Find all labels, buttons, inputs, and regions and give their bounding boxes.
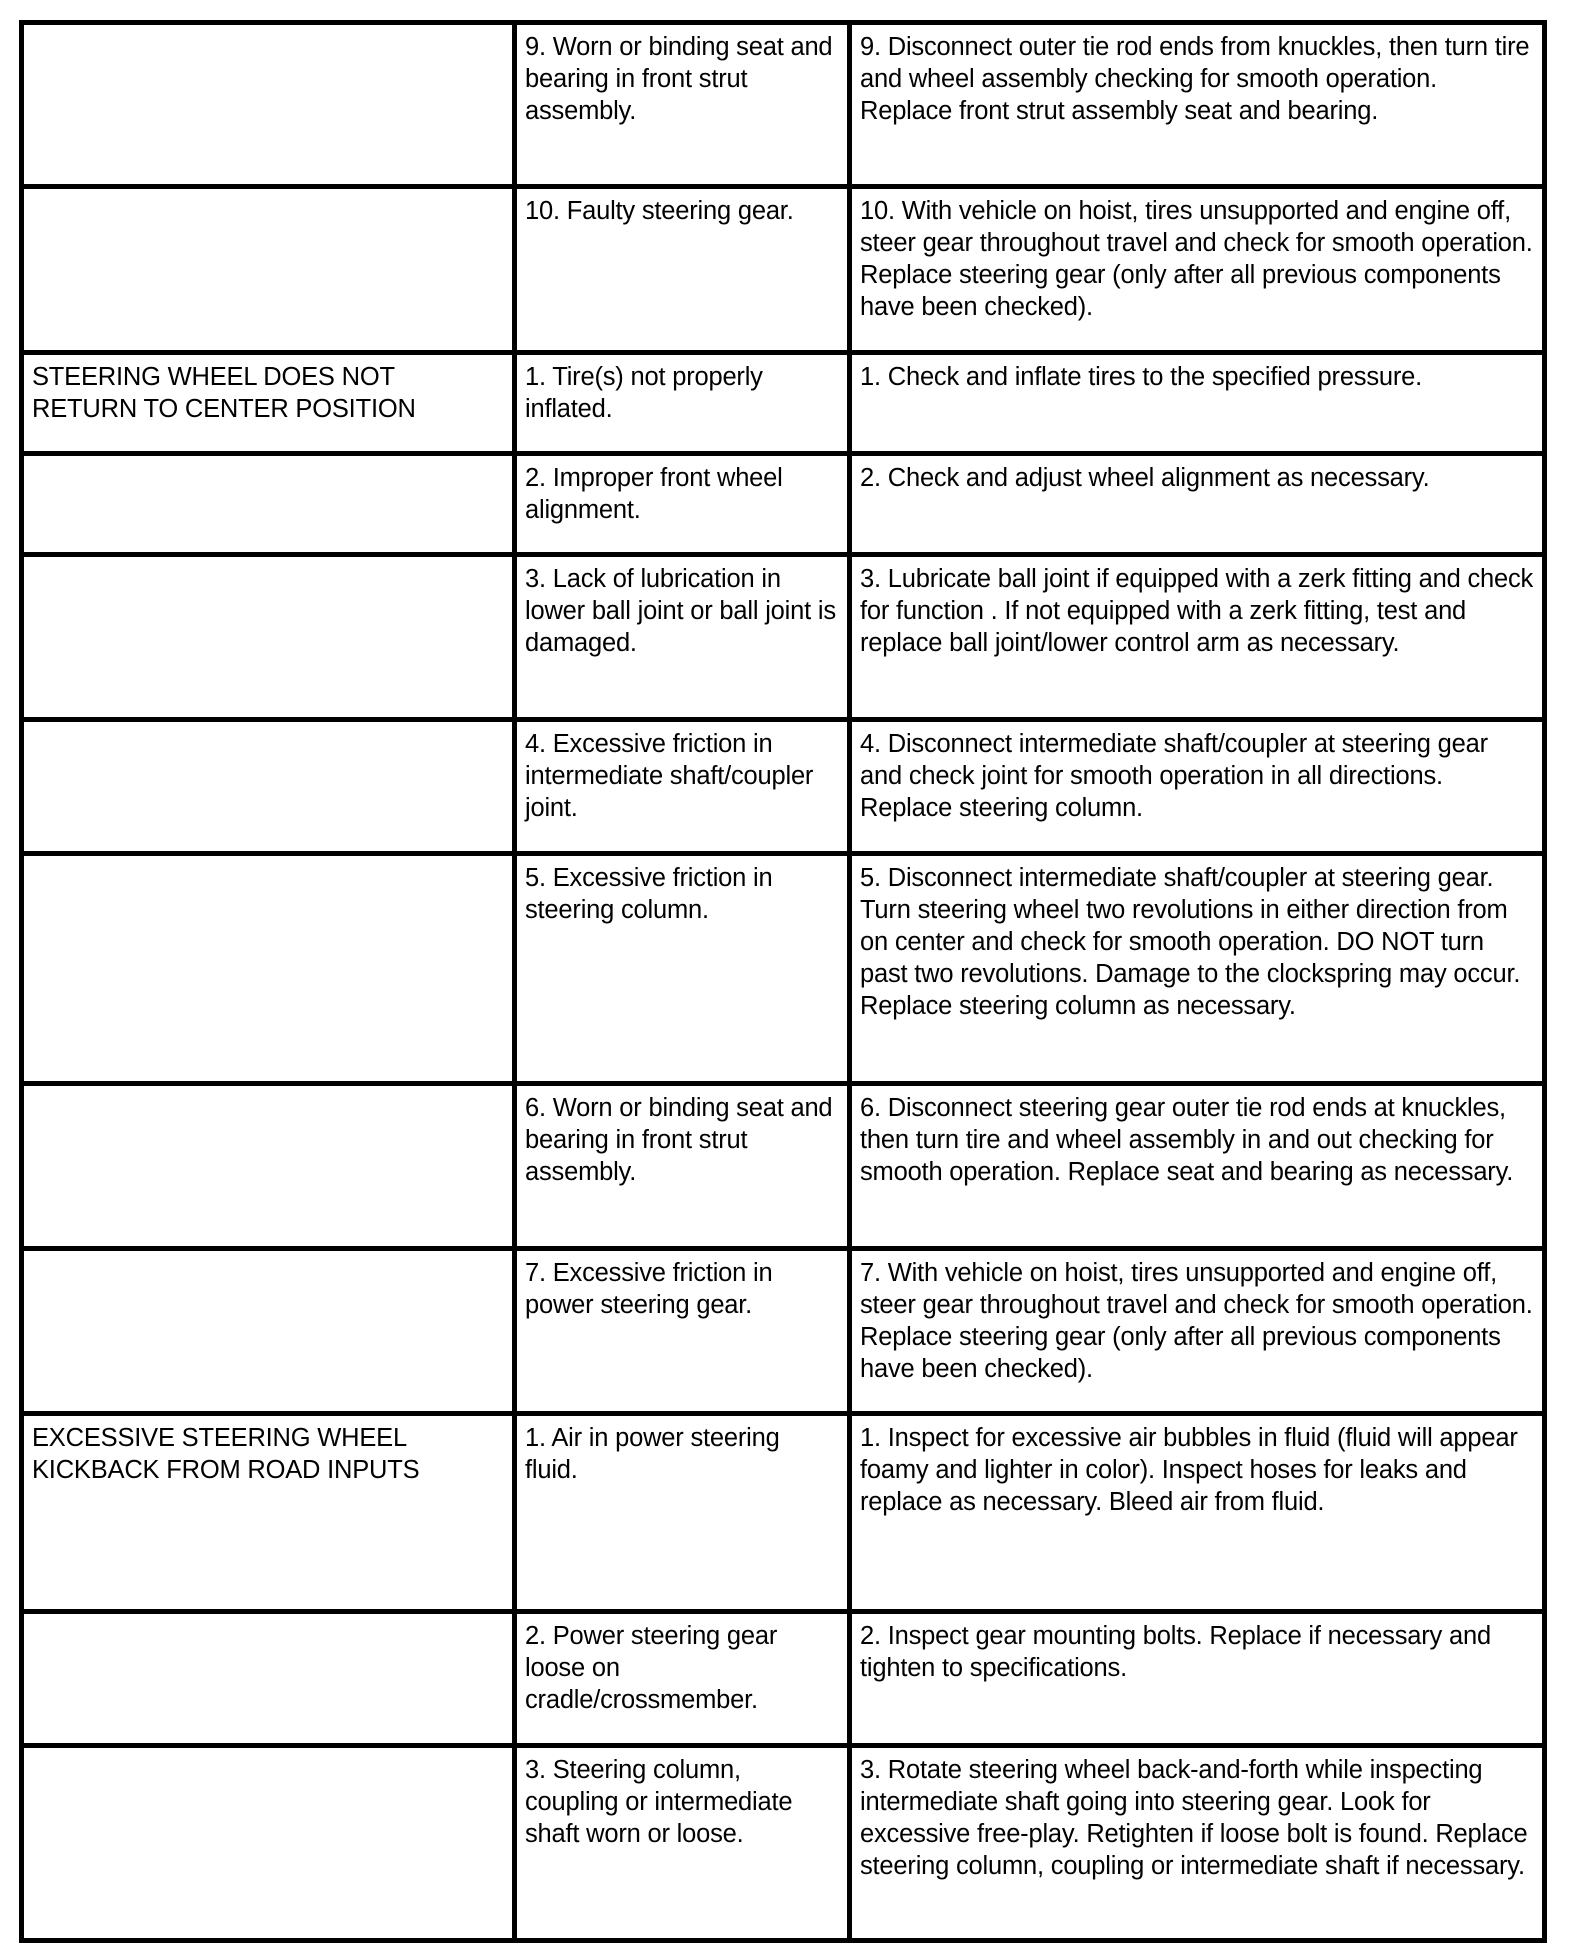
table-row xyxy=(22,1746,1545,1941)
possible-cause-cell: 7. Excessive friction in power steering gear. xyxy=(515,1249,850,1414)
condition-cell xyxy=(22,1746,515,1941)
condition-cell: EXCESSIVE STEERING WHEEL KICKBACK FROM ROAD INPUTS xyxy=(22,1414,515,1612)
condition-cell xyxy=(22,854,515,1084)
diagnosis-table xyxy=(19,20,1547,1943)
possible-cause-cell: 3. Steering column, coupling or intermediate shaft worn or loose. xyxy=(515,1746,850,1941)
correction-cell: 2. Check and adjust wheel alignment as necessary. xyxy=(850,454,1545,555)
possible-cause-cell: 2. Improper front wheel alignment. xyxy=(515,454,850,555)
correction-cell: 3. Rotate steering wheel back-and-forth while inspecting intermediate shaft going into steering gear. Look for excessive free-play. Retighten if loose bolt is found. Replace steering column, coupling or intermediate shaft if necessary. xyxy=(850,1746,1545,1941)
possible-cause-cell: 2. Power steering gear loose on cradle/crossmember. xyxy=(515,1612,850,1746)
correction-cell: 7. With vehicle on hoist, tires unsupported and engine off, steer gear throughout travel and check for smooth operation. Replace steering gear (only after all previous components have been checked). xyxy=(850,1249,1545,1414)
possible-cause-cell: 4. Excessive friction in intermediate shaft/coupler joint. xyxy=(515,720,850,854)
table-row xyxy=(22,1612,1545,1746)
condition-cell xyxy=(22,720,515,854)
condition-cell xyxy=(22,23,515,187)
table-row xyxy=(22,1414,1545,1612)
table-row xyxy=(22,187,1545,353)
correction-cell: 1. Check and inflate tires to the specified pressure. xyxy=(850,353,1545,454)
possible-cause-cell: 10. Faulty steering gear. xyxy=(515,187,850,353)
correction-cell: 3. Lubricate ball joint if equipped with a zerk fitting and check for function . If not equipped with a zerk fitting, test and replace ball joint/lower control arm as necessary. xyxy=(850,555,1545,720)
correction-cell: 6. Disconnect steering gear outer tie rod ends at knuckles, then turn tire and wheel assembly in and out checking for smooth operation. Replace seat and bearing as necessary. xyxy=(850,1084,1545,1249)
condition-cell xyxy=(22,1612,515,1746)
correction-cell: 2. Inspect gear mounting bolts. Replace if necessary and tighten to specifications. xyxy=(850,1612,1545,1746)
table-row xyxy=(22,854,1545,1084)
correction-cell: 1. Inspect for excessive air bubbles in fluid (fluid will appear foamy and lighter in color). Inspect hoses for leaks and replace as necessary. Bleed air from fluid. xyxy=(850,1414,1545,1612)
possible-cause-cell: 6. Worn or binding seat and bearing in front strut assembly. xyxy=(515,1084,850,1249)
possible-cause-cell: 9. Worn or binding seat and bearing in front strut assembly. xyxy=(515,23,850,187)
possible-cause-cell: 3. Lack of lubrication in lower ball joint or ball joint is damaged. xyxy=(515,555,850,720)
possible-cause-cell: 1. Tire(s) not properly inflated. xyxy=(515,353,850,454)
table-row xyxy=(22,353,1545,454)
correction-cell: 9. Disconnect outer tie rod ends from knuckles, then turn tire and wheel assembly checking for smooth operation. Replace front strut assembly seat and bearing. xyxy=(850,23,1545,187)
correction-cell: 4. Disconnect intermediate shaft/coupler at steering gear and check joint for smooth operation in all directions. Replace steering column. xyxy=(850,720,1545,854)
condition-cell xyxy=(22,1249,515,1414)
table-row xyxy=(22,720,1545,854)
table-row xyxy=(22,454,1545,555)
condition-cell xyxy=(22,187,515,353)
possible-cause-cell: 5. Excessive friction in steering column. xyxy=(515,854,850,1084)
table-row xyxy=(22,555,1545,720)
table-row xyxy=(22,1249,1545,1414)
possible-cause-cell: 1. Air in power steering fluid. xyxy=(515,1414,850,1612)
diagnosis-table-body xyxy=(22,23,1545,1941)
table-row xyxy=(22,1084,1545,1249)
condition-cell xyxy=(22,555,515,720)
correction-cell: 10. With vehicle on hoist, tires unsupported and engine off, steer gear throughout travel and check for smooth operation. Replace steering gear (only after all previous components have been checked). xyxy=(850,187,1545,353)
table-row xyxy=(22,23,1545,187)
correction-cell: 5. Disconnect intermediate shaft/coupler at steering gear. Turn steering wheel two revolutions in either direction from on center and check for smooth operation. DO NOT turn past two revolutions. Damage to the clockspring may occur. Replace steering column as necessary. xyxy=(850,854,1545,1084)
condition-cell: STEERING WHEEL DOES NOT RETURN TO CENTER POSITION xyxy=(22,353,515,454)
condition-cell xyxy=(22,1084,515,1249)
condition-cell xyxy=(22,454,515,555)
